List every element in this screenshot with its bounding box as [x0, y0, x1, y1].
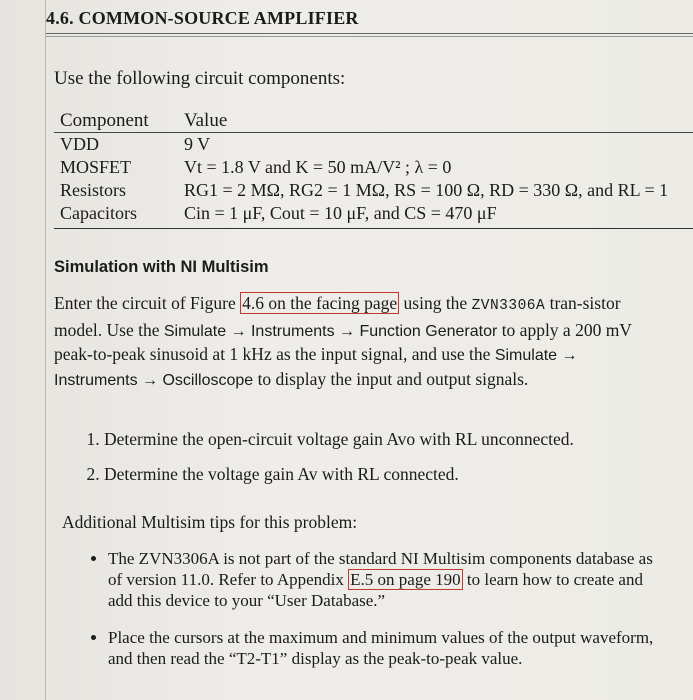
table-row — [54, 202, 693, 229]
menu-path-function-generator: Simulate → Instruments → Function Generator — [163, 322, 498, 340]
cell-value: Cin = 1 μF, Cout = 10 μF, and CS = 470 μF — [178, 202, 693, 229]
list-item: • Place the cursors at the maximum and minimum values of the output waveform, and then read the “T2-T1” display as the peak-to-peak value. — [108, 627, 668, 669]
tips-list — [88, 548, 668, 685]
tips-title: Additional Multisim tips for this problem: — [62, 512, 358, 532]
components-table — [54, 108, 693, 229]
intro-text: Use the following circuit components: — [54, 68, 346, 89]
list-item: 1. Determine the open-circuit voltage gain Avo with RL unconnected. — [104, 428, 684, 451]
model-name: ZVN3306A — [471, 298, 546, 314]
cell-value: 9 V — [184, 134, 211, 154]
para-text: to display the input and output signals. — [253, 368, 529, 389]
menu-path-oscilloscope: Simulate → Instruments → Oscilloscope — [54, 347, 578, 389]
para-text: to apply a 200 mV peak-to-peak sinusoid at 1 kHz as the input signal, and use the — [54, 319, 632, 364]
bullet-text: The ZVN3306A is not part of the standard NI Multisim components database as of version 11.0. Refer to Appendix — [108, 549, 653, 589]
table-header-row — [54, 108, 693, 133]
bullet-text: to learn how to create and add this device to your “User Database.” — [108, 570, 643, 610]
figure-link[interactable]: 4.6 on the facing page — [242, 293, 398, 313]
para-text: using the — [399, 293, 472, 313]
column-header-value: Value — [178, 108, 693, 133]
cell-value: RG1 = 2 MΩ, RG2 = 1 MΩ, RS = 100 Ω, RD = 330 Ω, and RL = 1 — [184, 180, 669, 200]
cell-component: MOSFET — [60, 157, 132, 177]
page-header: 4.6. COMMON-SOURCE AMPLIFIER — [46, 8, 359, 28]
list-item: 2. Determine the voltage gain Av with RL connected. — [104, 463, 684, 486]
task-list — [82, 428, 684, 498]
table-row — [54, 156, 693, 179]
cell-component: Resistors — [60, 180, 127, 200]
list-item — [108, 548, 668, 611]
cell-component: VDD — [60, 134, 99, 154]
simulation-paragraph — [54, 292, 654, 392]
para-text: Enter the circuit of Figure — [54, 293, 241, 313]
cell-component: Capacitors — [54, 202, 178, 229]
column-header-component: Component — [54, 108, 178, 133]
appendix-link[interactable]: E.5 on page 190 — [350, 570, 461, 589]
table-row — [54, 179, 693, 202]
section-title: Simulation with NI Multisim — [54, 258, 269, 276]
para-text: tran-sistor model. Use the — [54, 293, 621, 340]
cell-value: Vt = 1.8 V and K = 50 mA/V² ; λ = 0 — [184, 157, 452, 177]
header-rule-secondary — [46, 36, 693, 37]
table-row — [54, 133, 693, 157]
header-rule — [46, 33, 693, 34]
page-margin-line — [45, 0, 46, 700]
